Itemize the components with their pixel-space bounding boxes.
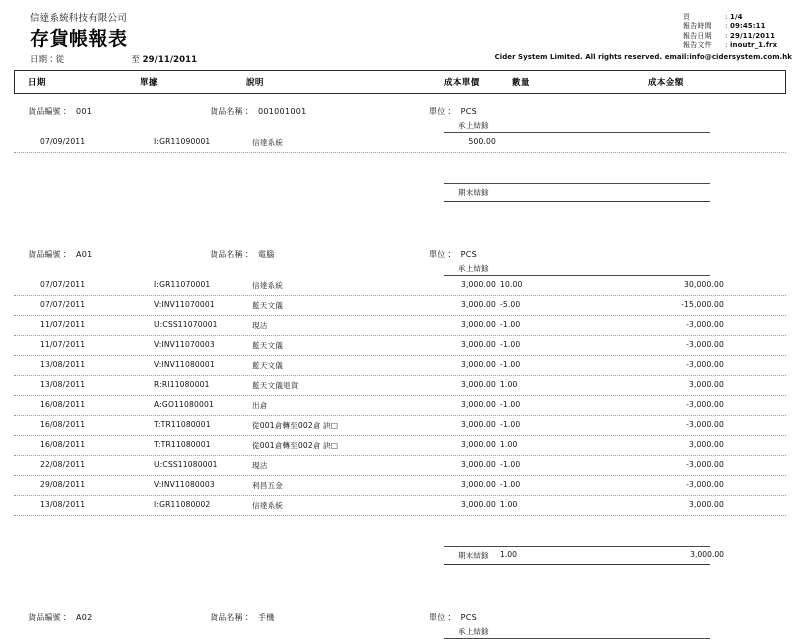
table-row bbox=[14, 496, 786, 516]
cell-doc: I:GR11070001 bbox=[154, 280, 211, 289]
cell-desc: 現沽 bbox=[252, 321, 268, 330]
date-to-label: 至 bbox=[131, 55, 140, 65]
cell-price: 3,000.00 bbox=[460, 440, 496, 449]
cell-doc: U:CSS11080001 bbox=[154, 460, 218, 469]
meta-file-value: inoutr_1.frx bbox=[730, 41, 778, 50]
brought-forward-row bbox=[14, 119, 786, 133]
cell-date: 29/08/2011 bbox=[40, 480, 86, 489]
group-spacer bbox=[14, 570, 786, 610]
item-unit-value: PCS bbox=[460, 613, 477, 622]
cell-amount: 3,000.00 bbox=[688, 440, 724, 449]
item-code-field bbox=[28, 249, 93, 260]
column-header-qty: 數量 bbox=[512, 78, 530, 88]
copyright-notice: Cider System Limited. All rights reserved. email:info@cidersystem.com.hk bbox=[494, 52, 792, 61]
cell-amount: -15,000.00 bbox=[681, 300, 724, 309]
brought-forward-label: 承上結餘 bbox=[458, 627, 489, 636]
group-spacer bbox=[14, 207, 786, 247]
meta-time-label: 報告時間 bbox=[683, 22, 712, 31]
group-rows bbox=[14, 133, 786, 153]
column-header-price: 成本單價 bbox=[444, 78, 480, 88]
meta-date-sep: : bbox=[725, 31, 728, 40]
cell-price: 3,000.00 bbox=[460, 360, 496, 369]
item-unit-field bbox=[429, 106, 477, 117]
table-row bbox=[14, 476, 786, 496]
cell-desc: 利昌五金 bbox=[252, 481, 283, 490]
closing-spacer bbox=[14, 153, 786, 177]
table-row bbox=[14, 296, 786, 316]
meta-page-label: 頁 bbox=[683, 13, 691, 21]
date-range bbox=[30, 54, 197, 66]
report-header-right bbox=[495, 13, 792, 62]
meta-time bbox=[495, 22, 792, 31]
cell-price: 3,000.00 bbox=[460, 500, 496, 509]
table-row bbox=[14, 376, 786, 396]
cell-date: 07/07/2011 bbox=[40, 300, 86, 309]
table-row bbox=[14, 336, 786, 356]
cell-desc: 從001倉轉至002倉 訣□ bbox=[252, 421, 339, 430]
table-row bbox=[14, 276, 786, 296]
item-unit-label: 單位： bbox=[429, 107, 454, 116]
item-unit-value: PCS bbox=[460, 107, 477, 116]
brought-forward-label: 承上結餘 bbox=[458, 121, 489, 130]
item-code-value: A02 bbox=[76, 613, 93, 622]
closing-rule-bottom bbox=[444, 201, 710, 202]
item-unit-field bbox=[429, 612, 477, 623]
cell-doc: V:INV11080003 bbox=[154, 480, 215, 489]
group-rows bbox=[14, 276, 786, 516]
cell-date: 16/08/2011 bbox=[40, 440, 86, 449]
column-header-amount: 成本金額 bbox=[648, 78, 684, 88]
item-code-field bbox=[28, 106, 92, 117]
meta-time-sep: : bbox=[725, 22, 728, 31]
cell-desc: 藍天文儀 bbox=[252, 341, 283, 350]
cell-date: 16/08/2011 bbox=[40, 400, 86, 409]
meta-date bbox=[495, 32, 792, 41]
cell-date: 07/09/2011 bbox=[40, 137, 86, 146]
cell-price: 3,000.00 bbox=[460, 420, 496, 429]
closing-balance-label: 期末結餘 bbox=[458, 551, 489, 560]
item-code-label: 貨品編號： bbox=[28, 250, 69, 259]
brought-forward-label: 承上結餘 bbox=[458, 264, 489, 273]
closing-rule-top bbox=[444, 183, 710, 184]
cell-doc: A:GO11080001 bbox=[154, 400, 214, 409]
item-unit-label: 單位： bbox=[429, 613, 454, 622]
closing-spacer bbox=[14, 516, 786, 540]
meta-date-value: 29/11/2011 bbox=[730, 31, 776, 40]
cell-amount: -3,000.00 bbox=[686, 480, 724, 489]
cell-desc: 出倉 bbox=[252, 401, 268, 410]
item-name-value: 電腦 bbox=[258, 250, 275, 259]
table-row bbox=[14, 133, 786, 153]
closing-balance-qty: 1.00 bbox=[500, 550, 517, 559]
cell-doc: I:GR11090001 bbox=[154, 137, 211, 146]
meta-time-value: 09:45:11 bbox=[730, 22, 766, 31]
column-header-date: 日期 bbox=[28, 78, 46, 88]
item-group bbox=[14, 207, 786, 570]
closing-balance-amount: 3,000.00 bbox=[690, 550, 724, 559]
table-row bbox=[14, 396, 786, 416]
item-unit-label: 單位： bbox=[429, 250, 454, 259]
cell-amount: 30,000.00 bbox=[684, 280, 724, 289]
item-group bbox=[14, 570, 786, 639]
cell-date: 11/07/2011 bbox=[40, 340, 86, 349]
cell-price: 3,000.00 bbox=[460, 380, 496, 389]
meta-date-label: 報告日期 bbox=[683, 31, 712, 40]
meta-file-sep: : bbox=[725, 41, 728, 50]
cell-amount: -3,000.00 bbox=[686, 360, 724, 369]
cell-doc: T:TR11080001 bbox=[154, 440, 211, 449]
item-unit-value: PCS bbox=[460, 250, 477, 259]
cell-qty: 1.00 bbox=[500, 440, 518, 449]
page-title: 存貨帳報表 bbox=[30, 28, 128, 50]
date-from-label: 日期：從 bbox=[30, 55, 65, 65]
group-header bbox=[14, 104, 786, 119]
table-header-row bbox=[14, 70, 786, 94]
item-code-field bbox=[28, 612, 93, 623]
cell-qty: -1.00 bbox=[500, 320, 521, 329]
item-name-value: 001001001 bbox=[258, 107, 307, 116]
cell-qty: -1.00 bbox=[500, 340, 521, 349]
cell-qty: -5.00 bbox=[500, 300, 521, 309]
cell-qty: -1.00 bbox=[500, 400, 521, 409]
cell-desc: 現沽 bbox=[252, 461, 268, 470]
closing-balance-label: 期末結餘 bbox=[458, 188, 489, 197]
cell-amount: -3,000.00 bbox=[686, 400, 724, 409]
table-row bbox=[14, 356, 786, 376]
item-name-field bbox=[210, 106, 307, 117]
cell-amount: -3,000.00 bbox=[686, 340, 724, 349]
cell-desc: 藍天文儀 bbox=[252, 301, 283, 310]
group-header bbox=[14, 610, 786, 625]
cell-price: 3,000.00 bbox=[460, 280, 496, 289]
cell-price: 3,000.00 bbox=[460, 320, 496, 329]
cell-desc: 藍天文儀退貨 bbox=[252, 381, 299, 390]
cell-desc: 信達系統 bbox=[252, 501, 283, 510]
column-header-desc: 說明 bbox=[246, 78, 264, 88]
cell-date: 13/08/2011 bbox=[40, 360, 86, 369]
item-unit-field bbox=[429, 249, 477, 260]
cell-price: 3,000.00 bbox=[460, 400, 496, 409]
cell-price: 3,000.00 bbox=[460, 480, 496, 489]
cell-doc: U:CSS11070001 bbox=[154, 320, 218, 329]
item-groups bbox=[14, 94, 786, 639]
cell-amount: 3,000.00 bbox=[688, 380, 724, 389]
item-name-value: 手機 bbox=[258, 613, 275, 622]
report-header-left bbox=[30, 12, 197, 66]
meta-page-sep: : bbox=[725, 13, 728, 21]
closing-rule-bottom bbox=[444, 564, 710, 565]
cell-price: 3,000.00 bbox=[460, 300, 496, 309]
cell-amount: -3,000.00 bbox=[686, 320, 724, 329]
date-to-value: 29/11/2011 bbox=[142, 55, 198, 65]
table-row bbox=[14, 416, 786, 436]
cell-doc: T:TR11080001 bbox=[154, 420, 211, 429]
item-name-label: 貨品名稱： bbox=[210, 250, 251, 259]
cell-doc: V:INV11070003 bbox=[154, 340, 215, 349]
item-name-label: 貨品名稱： bbox=[210, 107, 251, 116]
cell-date: 13/08/2011 bbox=[40, 500, 86, 509]
cell-desc: 信達系統 bbox=[252, 138, 283, 147]
item-group bbox=[14, 94, 786, 207]
cell-desc: 從001倉轉至002倉 訣□ bbox=[252, 441, 339, 450]
cell-price: 3,000.00 bbox=[460, 340, 496, 349]
cell-date: 16/08/2011 bbox=[40, 420, 86, 429]
cell-qty: 1.00 bbox=[500, 380, 518, 389]
meta-page-value: 1/4 bbox=[730, 13, 743, 21]
table-row bbox=[14, 456, 786, 476]
cell-doc: I:GR11080002 bbox=[154, 500, 211, 509]
item-name-field bbox=[210, 249, 275, 260]
closing-balance-row bbox=[14, 540, 786, 570]
item-name-label: 貨品名稱： bbox=[210, 613, 251, 622]
item-code-value: A01 bbox=[76, 250, 93, 259]
meta-page bbox=[495, 13, 792, 22]
closing-balance-row bbox=[14, 177, 786, 207]
cell-price: 3,000.00 bbox=[460, 460, 496, 469]
cell-date: 13/08/2011 bbox=[40, 380, 86, 389]
cell-date: 22/08/2011 bbox=[40, 460, 86, 469]
table-row bbox=[14, 316, 786, 336]
cell-date: 11/07/2011 bbox=[40, 320, 86, 329]
cell-doc: V:INV11070001 bbox=[154, 300, 215, 309]
brought-forward-row bbox=[14, 262, 786, 276]
cell-qty: -1.00 bbox=[500, 480, 521, 489]
cell-qty: 10.00 bbox=[500, 280, 523, 289]
item-code-label: 貨品編號： bbox=[28, 613, 69, 622]
cell-qty: -1.00 bbox=[500, 460, 521, 469]
closing-rule-top bbox=[444, 546, 710, 547]
cell-amount: -3,000.00 bbox=[686, 420, 724, 429]
cell-desc: 藍天文儀 bbox=[252, 361, 283, 370]
cell-qty: -1.00 bbox=[500, 360, 521, 369]
item-code-value: 001 bbox=[76, 107, 93, 116]
table-row bbox=[14, 436, 786, 456]
group-spacer bbox=[14, 94, 786, 104]
cell-doc: V:INV11080001 bbox=[154, 360, 215, 369]
cell-qty: -1.00 bbox=[500, 420, 521, 429]
company-name: 信達系統科技有限公司 bbox=[30, 13, 128, 24]
cell-amount: 3,000.00 bbox=[688, 500, 724, 509]
cell-price: 500.00 bbox=[468, 137, 496, 146]
meta-file-label: 報告文件 bbox=[683, 41, 712, 50]
brought-forward-row bbox=[14, 625, 786, 639]
report-table bbox=[14, 70, 786, 639]
group-header bbox=[14, 247, 786, 262]
item-name-field bbox=[210, 612, 275, 623]
item-code-label: 貨品編號： bbox=[28, 107, 69, 116]
column-header-doc: 單據 bbox=[140, 78, 158, 88]
cell-amount: -3,000.00 bbox=[686, 460, 724, 469]
cell-qty: 1.00 bbox=[500, 500, 518, 509]
cell-doc: R:RI11080001 bbox=[154, 380, 210, 389]
meta-file bbox=[495, 41, 792, 50]
cell-desc: 信達系統 bbox=[252, 281, 283, 290]
cell-date: 07/07/2011 bbox=[40, 280, 86, 289]
